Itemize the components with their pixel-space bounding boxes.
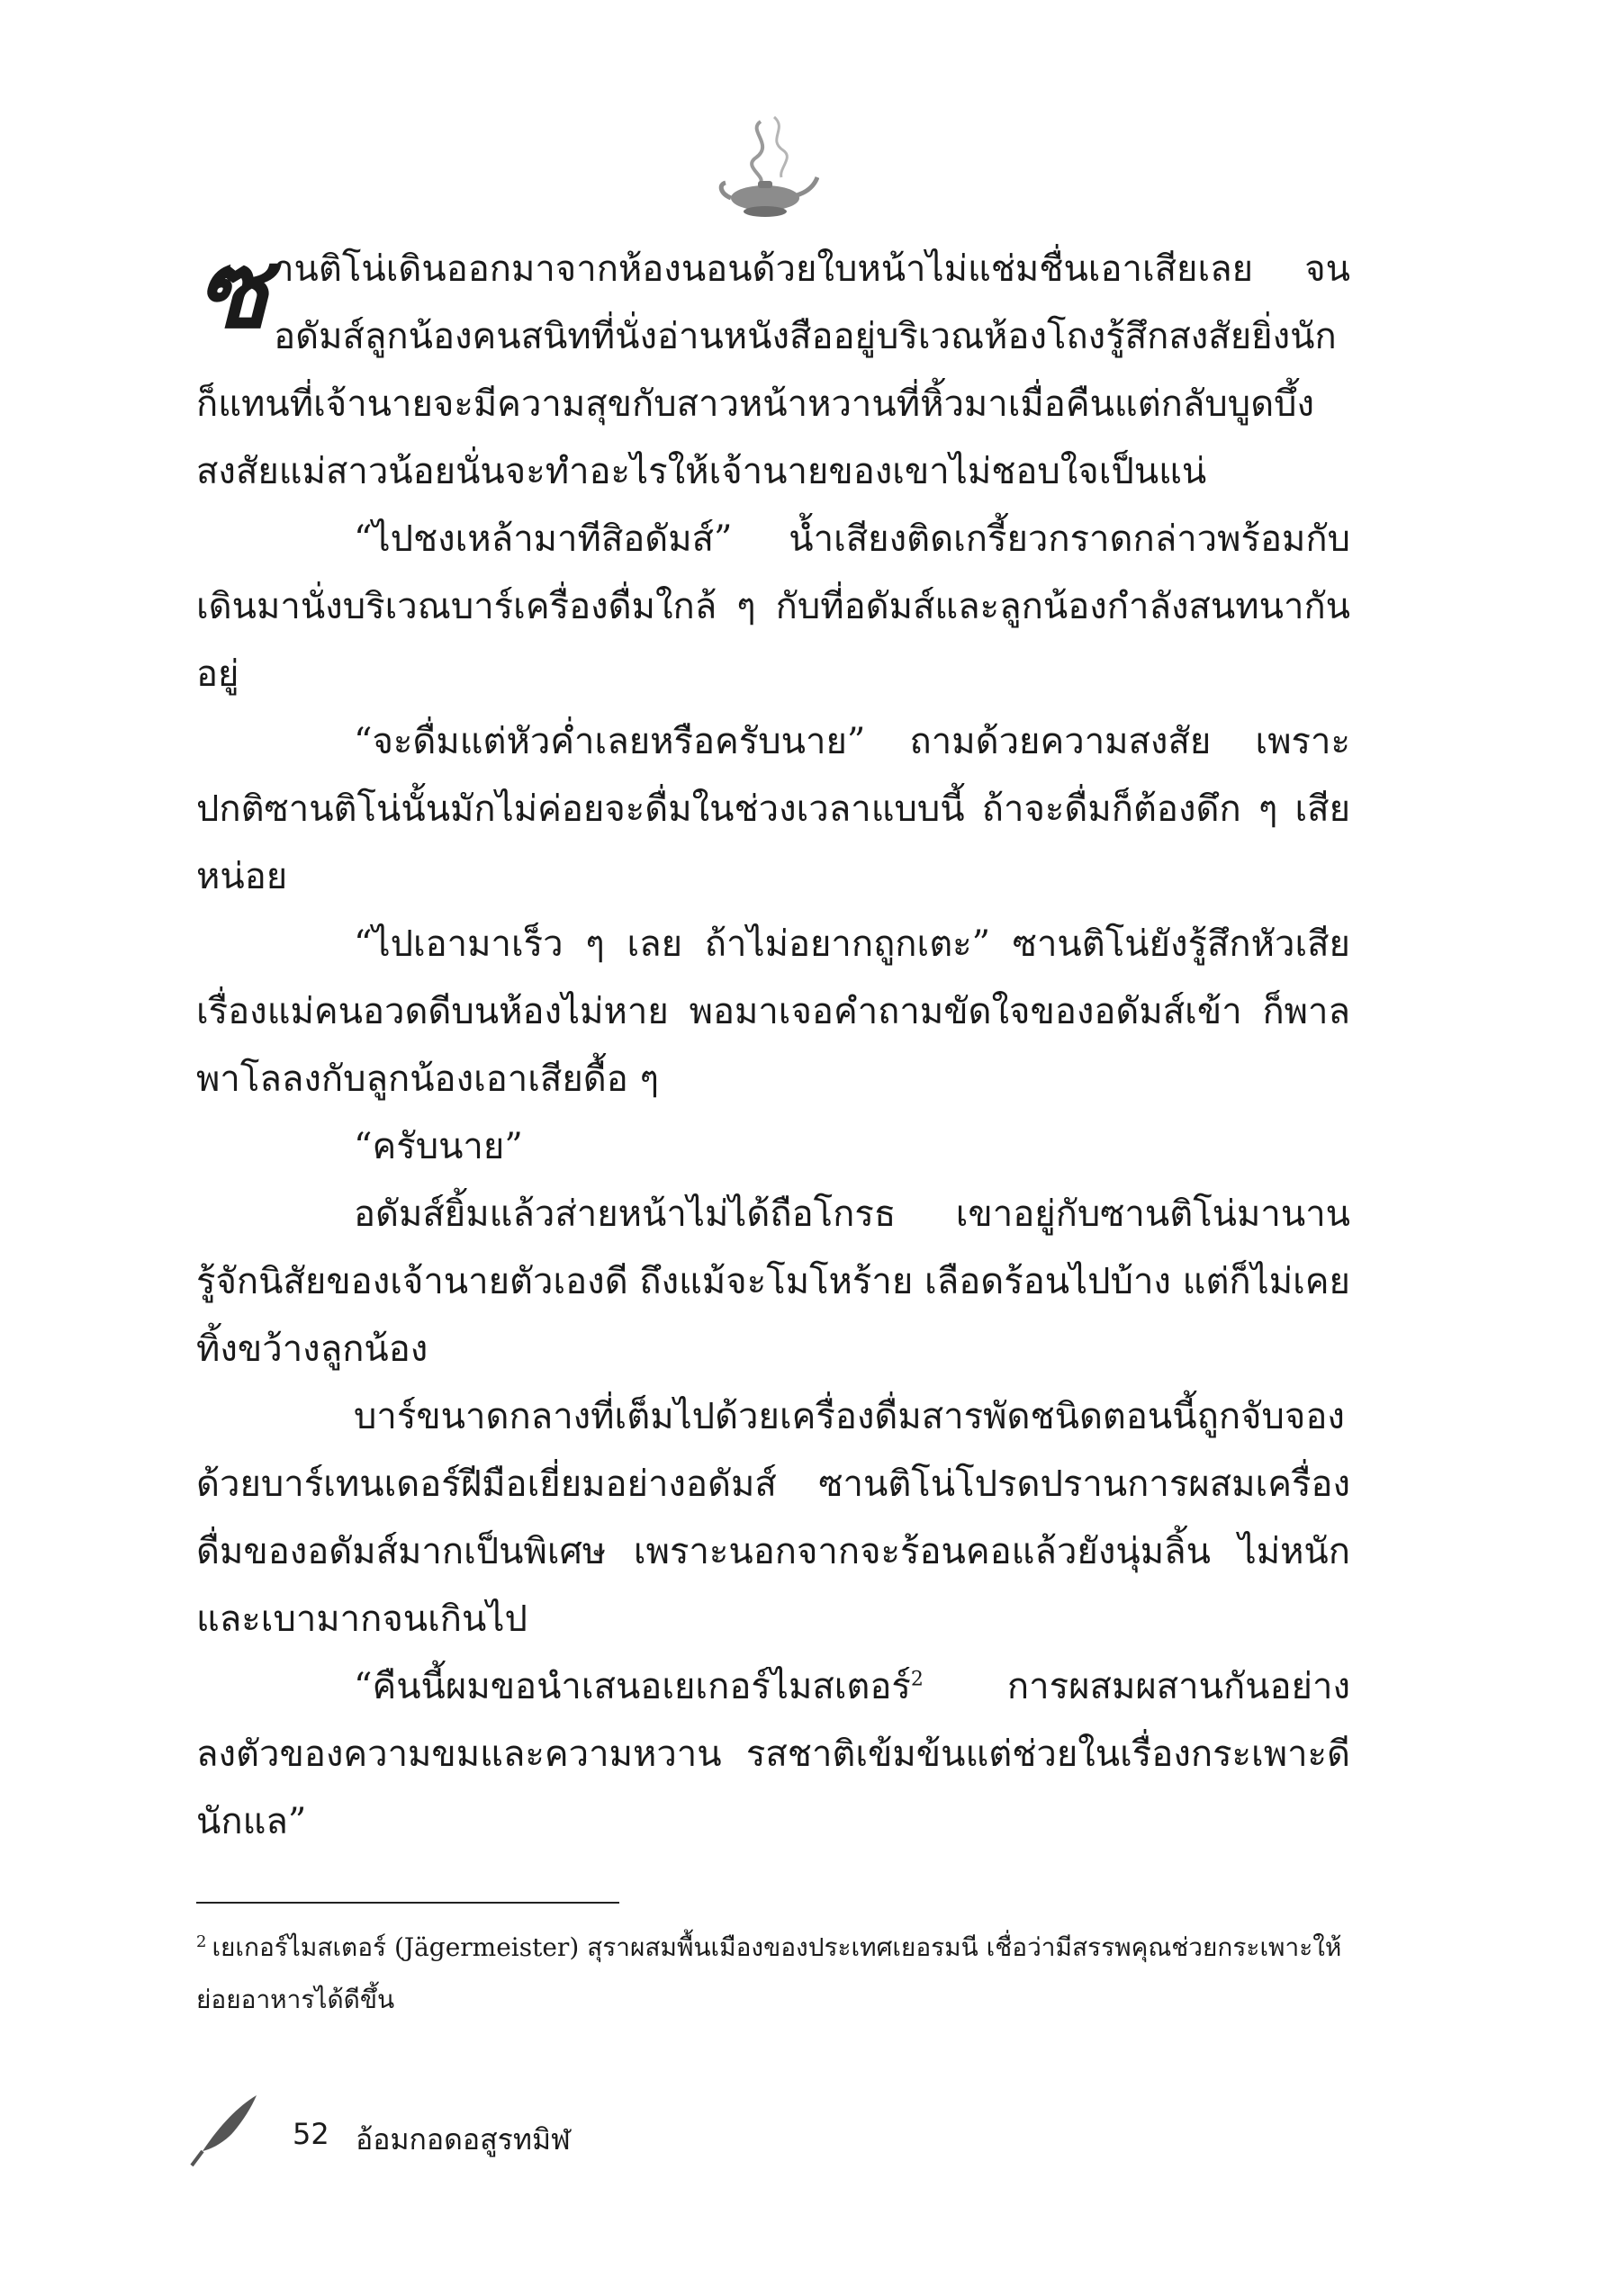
paragraph-text: การผสมผสานกันอย่างลงตัวของความขมและความหวาน รสชาติเข้มข้นแต่ช่วยในเรื่องกระเพาะดีนักแล”	[196, 1666, 1350, 1842]
paragraph-text: านติโน่เดินออกมาจากห้องนอนด้วยใบหน้าไม่แช่มชื่นเอาเสียเลย จนอดัมส์ลูกน้องคนสนิทที่นั่งอ่านหนังสืออยู่บริเวณห้องโถงรู้สึกสงสัยยิ่งนัก ก็แทนที่เจ้านายจะมีความสุขกับสาวหน้าหวานที่หิ้วมาเมื่อคืนแต่กลับบูดบึ้ง สงสัยแม่สาวน้อยนั่นจะทำอะไรให้เจ้านายของเขาไม่ชอบใจเป็นแน่	[196, 248, 1350, 492]
book-title: อ้อมกอดอสูรทมิฬ	[356, 2122, 571, 2156]
footnote	[196, 1922, 1350, 2026]
paragraph: “ไปชงเหล้ามาทีสิอดัมส์” น้ำเสียงติดเกรี้ยวกราดกล่าวพร้อมกับเดินมานั่งบริเวณบาร์เครื่องดื่มใกล้ ๆ กับที่อดัมส์และลูกน้องกำลังสนทนากันอยู่	[196, 518, 1350, 695]
paragraph-text: “คืนนี้ผมขอนำเสนอเยเกอร์ไมสเตอร์	[354, 1666, 911, 1707]
footnote-divider	[196, 1902, 619, 1904]
body-text	[196, 227, 1350, 1856]
paragraph-with-footnote-ref	[196, 1653, 1350, 1856]
paragraph: อดัมส์ยิ้มแล้วส่ายหน้าไม่ได้ถือโกรธ เขาอยู่กับซานติโน่มานานรู้จักนิสัยของเจ้านายตัวเองดี ถึงแม้จะโมโหร้าย เลือดร้อนไปบ้าง แต่ก็ไม่เคยทิ้งขว้างลูกน้อง	[196, 1193, 1350, 1370]
page-footer	[185, 2088, 725, 2178]
paragraph-opening	[196, 227, 1350, 506]
footnote-text: เยเกอร์ไมสเตอร์ (Jägermeister) สุราผสมพื้นเมืองของประเทศเยอรมนี เชื่อว่ามีสรรพคุณช่วยกระเพาะให้ย่อยอาหารได้ดีขึ้น	[196, 1932, 1342, 2014]
paragraph: “ครับนาย”	[354, 1126, 523, 1167]
footnote-number: 2	[196, 1931, 207, 1951]
genie-lamp-icon	[711, 113, 819, 230]
page-number: 52	[293, 2117, 329, 2151]
drop-cap: ซ	[196, 227, 269, 352]
paragraph: บาร์ขนาดกลางที่เต็มไปด้วยเครื่องดื่มสารพัดชนิดตอนนี้ถูกจับจองด้วยบาร์เทนเดอร์ฝีมือเยี่ยมอย่างอดัมส์ ซานติโน่โปรดปรานการผสมเครื่องดื่มของอดัมส์มากเป็นพิเศษ เพราะนอกจากจะร้อนคอแล้วยังนุ่มลิ้น ไม่หนักและเบามากจนเกินไป	[196, 1396, 1350, 1640]
footnote-reference[interactable]: 2	[910, 1668, 924, 1691]
quill-icon	[185, 2088, 266, 2169]
paragraph: “ไปเอามาเร็ว ๆ เลย ถ้าไม่อยากถูกเตะ” ซานติโน่ยังรู้สึกหัวเสียเรื่องแม่คนอวดดีบนห้องไม่หาย พอมาเจอคำถามขัดใจของอดัมส์เข้า ก็พาลพาโลลงกับลูกน้องเอาเสียดื้อ ๆ	[196, 923, 1350, 1100]
paragraph: “จะดื่มแต่หัวค่ำเลยหรือครับนาย” ถามด้วยความสงสัย เพราะปกติซานติโน่นั้นมักไม่ค่อยจะดื่มในช่วงเวลาแบบนี้ ถ้าจะดื่มก็ต้องดึก ๆ เสียหน่อย	[196, 721, 1350, 897]
